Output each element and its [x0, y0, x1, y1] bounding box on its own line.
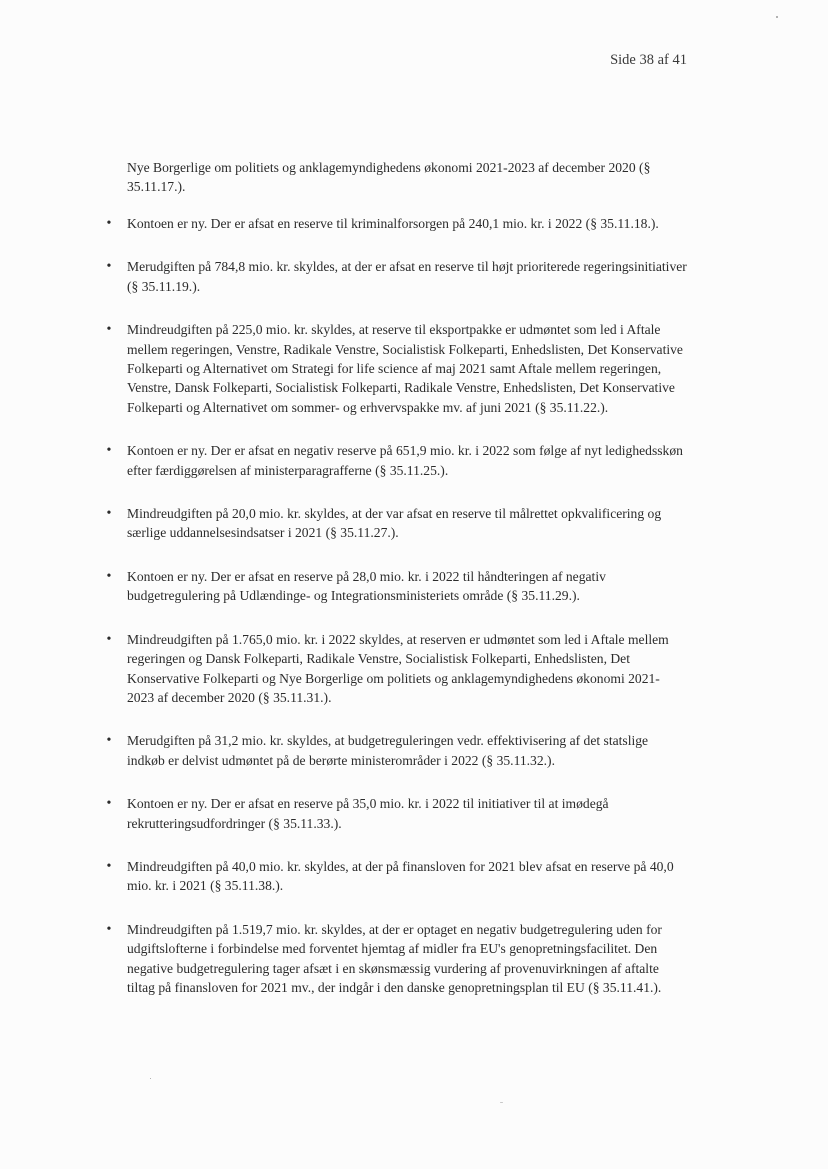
bullet-icon: •	[106, 796, 112, 812]
list-item-text: Merudgiften på 784,8 mio. kr. skyldes, at der er afsat en reserve til højt prioriterede regeringsinitiativer (§ 35.11.19.).	[127, 259, 687, 294]
bullet-icon: •	[106, 631, 112, 647]
list-item	[106, 920, 687, 998]
list-item-text: Kontoen er ny. Der er afsat en reserve til kriminalforsorgen på 240,1 mio. kr. i 2022 (§ 35.11.18.).	[127, 216, 659, 231]
bullet-icon: •	[106, 858, 112, 874]
list-item	[106, 794, 687, 833]
bullet-icon: •	[106, 921, 112, 937]
bullet-icon: •	[106, 216, 112, 231]
list-item-text: Mindreudgiften på 1.765,0 mio. kr. i 2022 skyldes, at reserven er udmøntet som led i Aftale mellem regeringen og Dansk Folkeparti, Radikale Venstre, Socialistisk Folkeparti, Enhedslisten, Det Konservative Folkeparti og Nye Borgerlige om politiets og anklagemyndighedens økonomi 2021-2023 af december 2020 (§ 35.11.31.).	[127, 631, 669, 705]
scan-speck	[150, 1078, 151, 1079]
list-item-text: Mindreudgiften på 20,0 mio. kr. skyldes, at der var afsat en reserve til målrettet opkvalificering og særlige uddannelsesindsatser i 2021 (§ 35.11.27.).	[127, 506, 662, 541]
list-item-text: Mindreudgiften på 1.519,7 mio. kr. skyldes, at der er optaget en negativ budgetregulering uden for udgiftslofterne i forbindelse med forventet hjemtag af midler fra EU's genopretningsfacilitet. Den negative budgetregulering tager afsæt i en skønsmæssig vurdering af provenuvirkningen af aftalte tiltag på finansloven for 2021 mv., der indgår i den danske genopretningsplan til EU (§ 35.11.41.).	[127, 921, 662, 995]
scan-speck	[776, 16, 778, 18]
bullet-icon: •	[106, 506, 112, 522]
list-item	[106, 567, 687, 606]
list-item-text: Kontoen er ny. Der er afsat en reserve på 35,0 mio. kr. i 2022 til initiativer til at imødegå rekrutteringsudfordringer (§ 35.11.33.).	[127, 796, 609, 831]
continuation-paragraph: Nye Borgerlige om politiets og anklagemyndighedens økonomi 2021-2023 af december 2020 (§ 35.11.17.).	[127, 160, 651, 194]
list-item	[106, 630, 687, 708]
list-item	[106, 320, 687, 417]
list-item	[106, 857, 687, 896]
list-item-text: Kontoen er ny. Der er afsat en negativ reserve på 651,9 mio. kr. i 2022 som følge af nyt ledighedsskøn efter færdiggørelsen af ministerparagrafferne (§ 35.11.25.).	[127, 443, 683, 478]
scan-speck	[500, 1102, 503, 1103]
document-body	[106, 158, 687, 1021]
list-item-text: Mindreudgiften på 40,0 mio. kr. skyldes, at der på finansloven for 2021 blev afsat en reserve på 40,0 mio. kr. i 2021 (§ 35.11.38.).	[127, 858, 674, 894]
list-item	[106, 504, 687, 543]
page-number: Side 38 af 41	[610, 52, 687, 68]
bullet-icon: •	[106, 568, 112, 584]
list-item	[106, 731, 687, 770]
bullet-icon: •	[106, 259, 112, 275]
list-item	[106, 257, 687, 296]
list-item-text: Merudgiften på 31,2 mio. kr. skyldes, at budgetreguleringen vedr. effektivisering af det statslige indkøb er delvist udmøntet på de berørte ministerområder i 2022 (§ 35.11.32.).	[127, 733, 649, 768]
list-item-text: Mindreudgiften på 225,0 mio. kr. skyldes, at reserve til eksportpakke er udmøntet som led i Aftale mellem regeringen, Venstre, Radikale Venstre, Socialistisk Folkeparti, Enhedslisten, Det Konservative Folkeparti og Alternativet om Strategi for life science af maj 2021 samt Aftale mellem regeringen, Venstre, Dansk Folkeparti, Socialistisk Folkeparti, Radikale Venstre, Enhedslisten, Det Konservative Folkeparti og Alternativet om sommer- og erhvervspakke mv. af juni 2021 (§ 35.11.22.).	[127, 322, 683, 415]
list-item-text: Kontoen er ny. Der er afsat en reserve på 28,0 mio. kr. i 2022 til håndteringen af negativ budgetregulering på Udlændinge- og Integrationsministeriets område (§ 35.11.29.).	[127, 568, 606, 604]
list-item	[106, 441, 687, 480]
bullet-icon: •	[106, 443, 112, 459]
bullet-list	[106, 214, 687, 997]
list-item	[106, 214, 687, 233]
bullet-icon: •	[106, 322, 112, 338]
bullet-icon: •	[106, 733, 112, 749]
